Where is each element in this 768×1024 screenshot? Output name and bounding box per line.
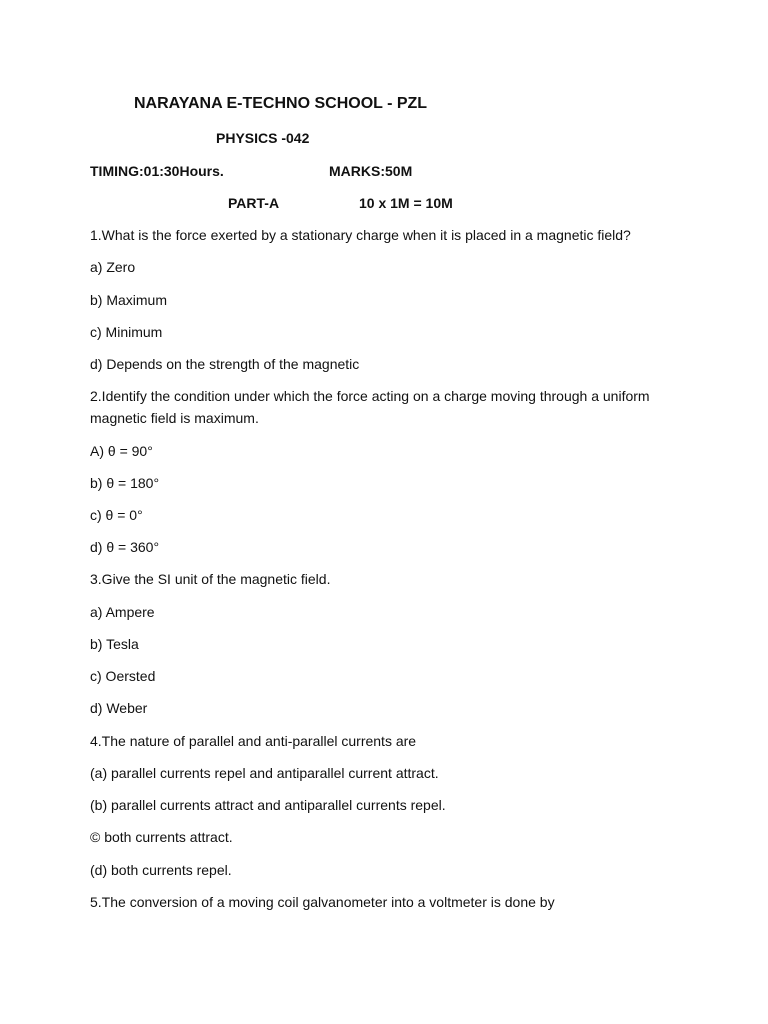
question-4-option-d: (d) both currents repel. — [90, 862, 232, 878]
question-1-option-c: c) Minimum — [90, 324, 163, 340]
question-1-option-d: d) Depends on the strength of the magnetic — [90, 356, 360, 372]
exam-timing: TIMING:01:30Hours. — [90, 163, 224, 179]
question-4-option-c: © both currents attract. — [90, 829, 233, 845]
question-5: 5.The conversion of a moving coil galvanometer into a voltmeter is done by — [90, 894, 555, 910]
question-2-option-c: c) θ = 0° — [90, 507, 143, 523]
part-heading: PART-A — [228, 195, 280, 211]
exam-marks: MARKS:50M — [329, 163, 413, 179]
question-3-option-c: c) Oersted — [90, 668, 156, 684]
question-4-option-a: (a) parallel currents repel and antiparallel current attract. — [90, 765, 439, 781]
part-marks: 10 x 1M = 10M — [359, 195, 453, 211]
question-4-option-b: (b) parallel currents attract and antiparallel currents repel. — [90, 797, 446, 813]
school-name: NARAYANA E-TECHNO SCHOOL - PZL — [134, 95, 428, 112]
question-1: 1.What is the force exerted by a stationary charge when it is placed in a magnetic field? — [90, 227, 631, 243]
question-2-option-b: b) θ = 180° — [90, 475, 160, 491]
subject-code: PHYSICS -042 — [216, 130, 310, 146]
question-3-option-b: b) Tesla — [90, 636, 139, 652]
question-2: 2.Identify the condition under which the force acting on a charge moving through a uniform magnetic field is maximum. — [90, 388, 650, 426]
question-1-option-b: b) Maximum — [90, 292, 168, 308]
question-3-option-d: d) Weber — [90, 700, 148, 716]
question-4: 4.The nature of parallel and anti-parallel currents are — [90, 733, 417, 749]
question-2-option-a: A) θ = 90° — [90, 443, 153, 459]
question-1-option-a: a) Zero — [90, 259, 136, 275]
question-3: 3.Give the SI unit of the magnetic field. — [90, 571, 331, 587]
question-2-option-d: d) θ = 360° — [90, 539, 160, 555]
question-3-option-a: a) Ampere — [90, 604, 155, 620]
